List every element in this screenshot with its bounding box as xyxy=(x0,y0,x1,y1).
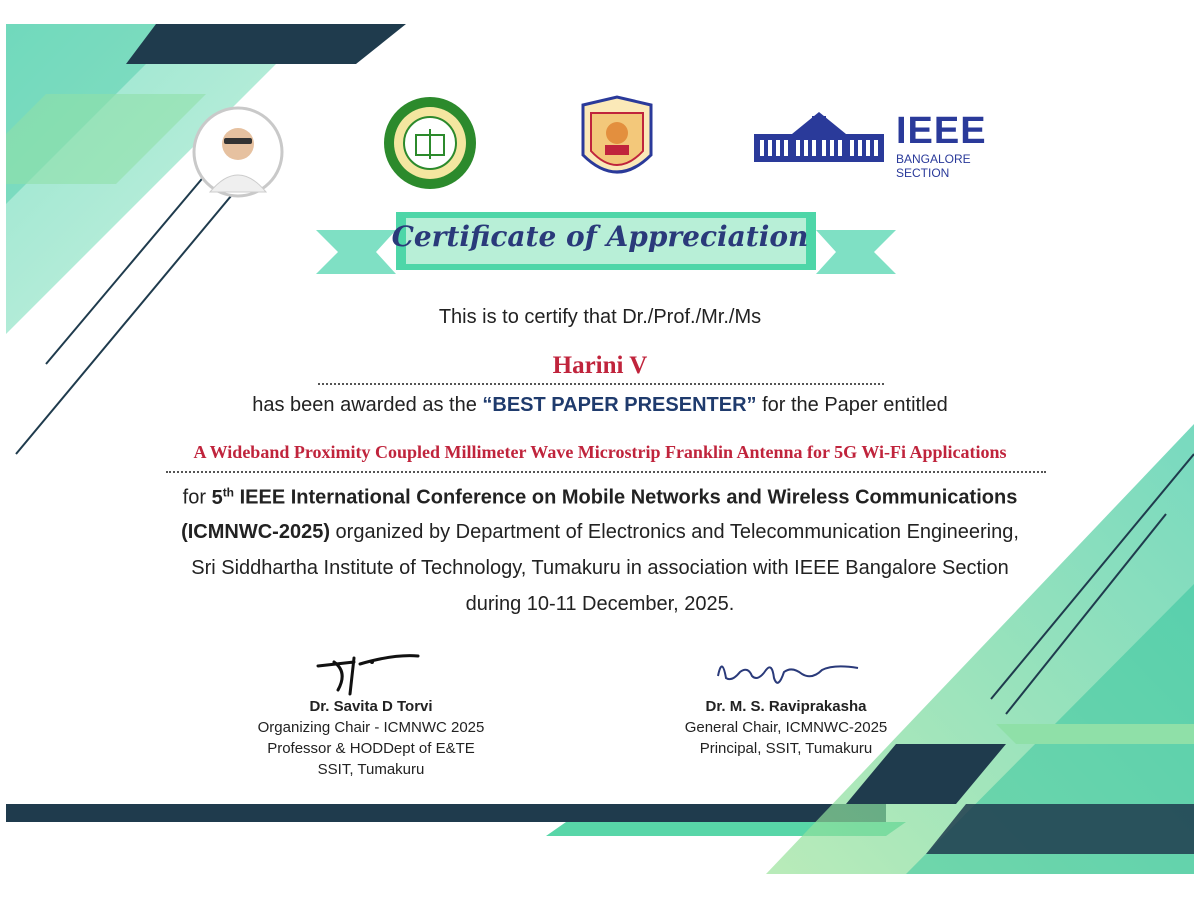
signatory-institute: SSIT, Tumakuru xyxy=(317,761,425,778)
edition-number: 5th xyxy=(211,485,235,509)
institute-line: Sri Siddhartha Institute of Technology, Tumakuru in association with IEEE Bangalore Section xyxy=(191,557,1009,579)
award-line xyxy=(6,394,1194,417)
award-name: “BEST PAPER PRESENTER” xyxy=(482,394,757,416)
signature-left xyxy=(314,650,424,698)
certificate-frame xyxy=(6,24,1194,874)
dates-line: during 10-11 December, 2025. xyxy=(465,593,735,615)
ieee-section-label: BANGALORE SECTION xyxy=(896,152,971,180)
signatory-role: General Chair, ICMNWC-2025 xyxy=(684,719,888,736)
ieee-wordmark: IEEE xyxy=(896,110,987,152)
signatory-left xyxy=(216,696,526,780)
conference-line xyxy=(6,485,1194,510)
organized-by: organized by Department of Electronics and Telecommunication Engineering, xyxy=(335,521,1019,543)
signature-right xyxy=(712,652,862,692)
recipient-name: Harini V xyxy=(552,352,648,379)
ieee-logo xyxy=(752,110,1017,180)
signatory-name: Dr. M. S. Raviprakasha xyxy=(705,698,867,715)
name-underline xyxy=(318,383,884,385)
signatory-position: Principal, SSIT, Tumakuru xyxy=(699,740,873,757)
academy-seal-logo xyxy=(382,95,478,191)
signatory-right xyxy=(646,696,926,759)
organizer-line xyxy=(6,521,1194,544)
conference-prefix: for xyxy=(182,486,206,509)
signatory-position: Professor & HODDept of E&TE xyxy=(267,740,475,757)
conference-name: IEEE International Conference on Mobile Networks and Wireless Communications xyxy=(239,486,1018,509)
certificate-title: Certificate of Appreciation xyxy=(391,220,809,253)
founder-portrait xyxy=(192,106,284,198)
award-prefix: has been awarded as the xyxy=(252,394,477,416)
edition-suffix: th xyxy=(222,485,235,499)
signatory-name: Dr. Savita D Torvi xyxy=(309,698,433,715)
institute-crest-logo xyxy=(579,95,655,189)
paper-underline xyxy=(166,471,1046,473)
conference-acronym: (ICMNWC-2025) xyxy=(181,521,330,543)
paper-title: A Wideband Proximity Coupled Millimeter Wave Microstrip Franklin Antenna for 5G Wi-Fi Applications xyxy=(193,442,1007,462)
signatory-role: Organizing Chair - ICMNWC 2025 xyxy=(257,719,485,736)
award-suffix: for the Paper entitled xyxy=(762,394,948,416)
certify-line: This is to certify that Dr./Prof./Mr./Ms xyxy=(438,306,762,328)
